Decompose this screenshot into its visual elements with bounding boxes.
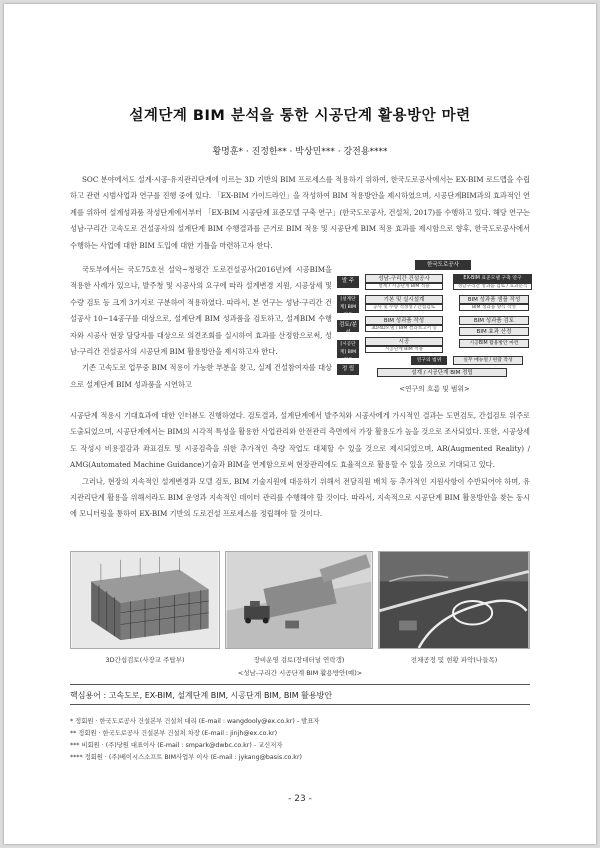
diagram-node: 시공BIM 활용방안 마련 (459, 339, 529, 348)
diagram-scope-label: 연구의 범위 (411, 356, 447, 365)
photo-caption: 장비운영 검토(장대터널 연락갱) (253, 656, 345, 664)
diagram-node-sub: 설계 / 시공단계 BIM 적용 (365, 283, 443, 290)
page-number: - 23 - (288, 794, 312, 804)
photo-pylon-clash-check (70, 551, 220, 649)
paper-title: 설계단계 BIM 분석을 통한 시공단계 활용방안 마련 (129, 108, 471, 124)
figure-caption: <성남-구리간 시공단계 BIM 활용방안(예)> (237, 669, 363, 677)
diagram-top-node: 한국도로공사 (415, 260, 471, 270)
diagram-node-sub: 3D/4D모델 / BIM 결과보고서 등 (365, 325, 443, 332)
diagram-node: 성남-구리간 건설공사 (365, 274, 443, 283)
footnote: * 정회원 · 한국도로공사 건설본부 건설처 대리 (E-mail : wangdooly@ex.co.kr) - 발표자 (70, 718, 320, 725)
author-list: 황명훈* · 진정한** · 박상민*** · 강전용**** (212, 147, 388, 157)
footnote: ** 정회원 · 한국도로공사 건설본부 건설처 차장 (E-mail : jinjh@ex.co.kr) (70, 730, 278, 737)
photo-caption: 3D간섭검토(사장교 주탑부) (105, 656, 185, 664)
diagram-left-label: [설계단계] BIM 적용 (337, 295, 359, 313)
diagram-node-sub: 공사 및 수량 적정성 / 간섭검토 (365, 304, 443, 311)
paragraph-4: 그러나, 현장의 지속적인 설계변경과 모델 검토, BIM 기술지원에 대응하기 위해서 전담직원 배치 등 추가적인 지원사항이 수반되어야 하며, 유지관리단계 활용을 위해서라도 BIM 운영과 지속적인 데이터 관리를 수행해야 할 것이다. 따라서, 지속적으로 시공단계 BIM 활용방안을 찾는 동시에 모니터링을 통하여 EX-BIM 기반의 도로건설 프로세스를 정립해야 할 것이다. (70, 476, 530, 519)
pylon-render-image (71, 552, 219, 648)
divider (70, 684, 530, 685)
diagram-node-sub: 시공단계 BIM 적용 (365, 346, 443, 353)
diagram-node: BIM 성과품 작성 (365, 316, 443, 325)
diagram-node: EX-BIM 표준모델 구축 연구 (453, 274, 532, 283)
paragraph-1: SOC 분야에서도 설계·시공·유지관리단계에 이르는 3D 기반의 BIM 프로세스를 적용하기 위하여, 한국도로공사에서는 EX-BIM 로드맵을 수립하고 관련 시범사업과 연구를 진행 중에 있다. 「EX-BIM 가이드라인」을 작성하여 BIM 적용방안을 제시하였으며, 시공단계BIM과의 효과적인 연계를 위하여 설계성과품 작성단계에서부터 「EX-BIM 시공단계 표준모델 구축 연구」(한국도로공사, 건설처, 2017)를 수행하고 있다. 해당 연구는 성남-구리간 고속도로 건설공사의 설계단계 BIM 수행결과를 근거로 BIM 적용 및 시공단계 BIM 적용 효과를 제시함으로 향후, 한국도로공사에서 수행하는 사업에 대한 BIM 도입에 대한 기틀을 마련하고자 한다. (70, 175, 530, 250)
keywords: 핵심용어 : 고속도로, EX-BIM, 설계단계 BIM, 시공단계 BIM, BIM 활용방안 (70, 691, 333, 700)
footnote: *** 비회원 · (주)당원 대표이사 (E-mail : smpark@dwbc.co.kr) - 교신저자 (70, 742, 283, 749)
diagram-node-sub: BIM 성과품 양식 작성 (459, 304, 529, 311)
diagram-node: 실무 매뉴얼 / 편람 작성 (453, 356, 523, 365)
photo-caption: 전체공정 및 현황 파악(나들목) (410, 656, 498, 664)
abstract-paragraph-3-4 (70, 408, 530, 523)
diagram-node-sub: 성남구리간 성과품 검토 / 효과분석 (453, 283, 532, 290)
paper-page (4, 4, 596, 844)
photo-interchange-overview (378, 551, 530, 649)
footnotes (70, 716, 530, 764)
paragraph-3-cont: 시공단계 적용시 기대효과에 대한 인터뷰도 진행하였다. 검토결과, 설계단계에서 발주처와 시공사에게 가시적인 결과는 도면검토, 간섭검토 위주로 도출되었으며, 시공단계에서는 BIM의 시각적 특성을 활용한 사업관리와 안전관리 측면에서 가장 활용도가 높을 것으로 조사되었다. 또한, 시공상세도 작성시 비용절감과 좌표검토 및 시공검측을 위한 추가적인 측량 작업도 대체할 수 있을 것으로 제시되었으며, AR(Augmented Reality) / AMG(Automated Machine Guidance)기술과 BIM을 연계함으로써 현장관리에도 효율적으로 활용할 수 있을 것으로 기대되고 있다. (70, 411, 530, 470)
diagram-caption: <연구의 흐름 및 범위> (399, 385, 470, 393)
diagram-node: BIM 효과 산정 (459, 327, 529, 336)
diagram-left-label: 정 립 (337, 364, 359, 375)
diagram-left-label: 발 주 (337, 276, 359, 288)
abstract-paragraph-2-col (70, 262, 332, 393)
tunnel-render-image (226, 552, 372, 648)
diagram-bottom-node: 설계 / 시공단계 BIM 정립 (377, 368, 507, 377)
diagram-node: 기본 및 실시설계 (365, 295, 443, 304)
research-flow-diagram (337, 260, 532, 378)
abstract-paragraph-1 (70, 172, 530, 254)
footnote: **** 정회원 · (주)베이시스소프트 BIM사업부 이사 (E-mail : jykang@basis.co.kr) (70, 754, 302, 761)
diagram-node: 시공 (365, 337, 443, 346)
diagram-left-label: [시공단계] BIM 적용 (337, 340, 359, 358)
paragraph-3-start: 기존 고속도로 업무중 BIM 적용이 가능한 부분을 찾고, 실제 건설참여자를 대상으로 설계단계 BIM 성과품을 시연하고 (70, 363, 332, 389)
diagram-left-label: 검토/분석 (337, 320, 359, 332)
paragraph-2: 국토부에서는 국도75호선 설악~청평간 도로건설공사(2016년)에 시공BIM을 적용한 사례가 있으나, 발주청 및 시공사의 요구에 따라 설계변경 지원, 시공상세 및 수량 검토 등 크게 3가지로 구분하여 적용하였다. 따라서, 본 연구는 성남-구리간 건설공사 10~14공구를 대상으로, 설계단계 BIM 성과품을 검토하고, 설계BIM 수행자와 시공사 현장 담당자를 대상으로 의견조회를 실시하여 효과를 산정함으로써, 성남-구리간 건설공사의 시공단계 BIM 활용방안을 제시하고자 한다. (70, 265, 332, 357)
diagram-node: BIM 성과품 샘플 작성 (459, 295, 529, 304)
divider (70, 704, 530, 705)
diagram-node: BIM 성과품 검토 (459, 316, 529, 325)
interchange-aerial-image (379, 552, 529, 648)
photo-tunnel-equipment (225, 551, 373, 649)
